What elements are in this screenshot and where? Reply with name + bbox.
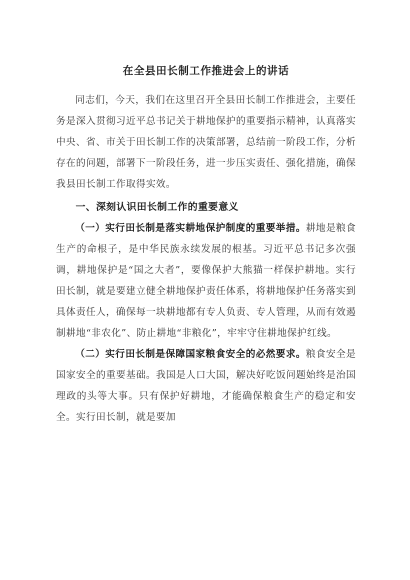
subsection-1-body: 耕地是粮食生产的命根子，是中华民族永续发展的根基。习近平总书记多次强调，耕地保护是“国之大者”，要像保护大熊猫一样保护耕地。实行田长制，就是要建立健全耕地保护责任体系，将耕地保护任务落实到具体责任人，确保每一块耕地都有专人负责、专人管理，从而有效遏制耕地“非农化”、防止耕地“非粮化”，牢牢守住耕地保护红线。 [56, 223, 357, 339]
opening-paragraph: 同志们，今天，我们在这里召开全县田长制工作推进会，主要任务是深入贯彻习近平总书记关于耕地保护的重要指示精神，认真落实中央、省、市关于田长制工作的决策部署，总结前一阶段工作，分析存在的问题，部署下一阶段任务，进一步压实责任、强化措施，确保我县田长制工作取得实效。 [56, 95, 356, 190]
subsection-1-heading: （一）实行田长制是落实耕地保护制度的重要举措。 [75, 223, 306, 234]
subsection-2-paragraph [56, 344, 356, 428]
subsection-1-paragraph [56, 218, 356, 344]
section-heading: 一、深刻认识田长制工作的重要意义 [75, 202, 239, 213]
document-page [56, 62, 356, 428]
subsection-2-body: 粮食安全是国家安全的重要基础。我国是人口大国，解决好吃饭问题始终是治国理政的头等大事。只有保护好耕地，才能确保粮食生产的稳定和安全。实行田长制，就是要加 [56, 349, 357, 423]
document-title: 在全县田长制工作推进会上的讲话 [122, 65, 290, 77]
subsection-2-heading: （二）实行田长制是保障国家粮食安全的必然要求。 [75, 349, 306, 360]
